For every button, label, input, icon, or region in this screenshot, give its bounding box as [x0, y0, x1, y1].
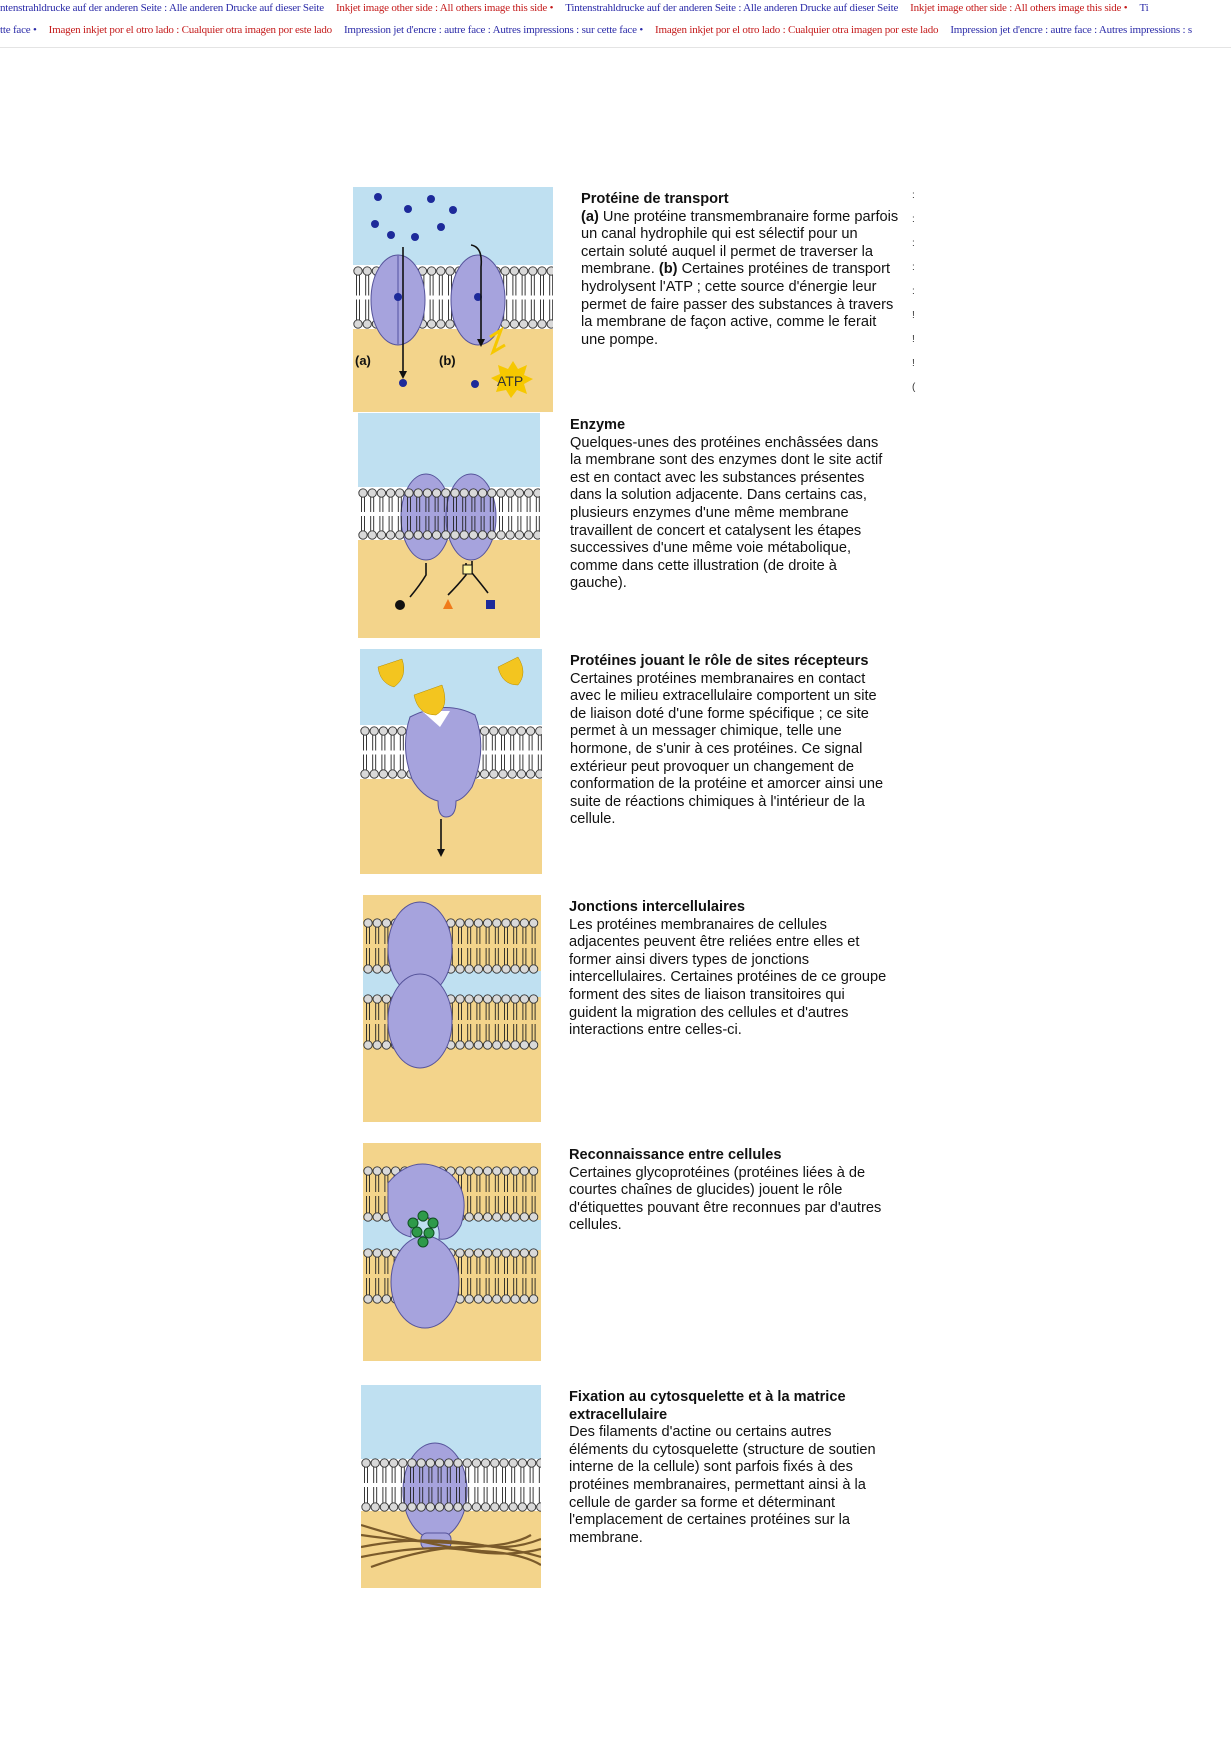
phospholipid-head — [515, 489, 523, 497]
phospholipid-head — [465, 965, 473, 973]
phospholipid-head — [364, 965, 372, 973]
phospholipid-head — [499, 727, 507, 735]
phospholipid-head — [508, 727, 516, 735]
phospholipid-head — [399, 1503, 407, 1511]
phospholipid-head — [520, 1295, 528, 1303]
phospholipid-head — [382, 1041, 390, 1049]
edge-mark: ! — [912, 334, 915, 345]
phospholipid-head — [388, 770, 396, 778]
phospholipid-head — [488, 489, 496, 497]
phospholipid-head — [529, 320, 537, 328]
phospholipid-head — [536, 770, 542, 778]
phospholipid-head — [435, 1459, 443, 1467]
phospholipid-head — [518, 1503, 526, 1511]
phospholipid-head — [483, 1295, 491, 1303]
panel-recognition — [363, 1143, 889, 1361]
phospholipid-head — [529, 965, 537, 973]
phospholipid-head — [379, 727, 387, 735]
phospholipid-head — [380, 1503, 388, 1511]
phospholipid-head — [405, 531, 413, 539]
phospholipid-head — [509, 1503, 517, 1511]
phospholipid-head — [520, 995, 528, 1003]
receptor-figure — [360, 649, 542, 874]
phospholipid-head — [480, 727, 488, 735]
intercellular-space — [363, 971, 541, 997]
phospholipid-head — [529, 1213, 537, 1221]
edge-mark: ! — [912, 310, 915, 321]
printer-text-segment: ntenstrahldrucke auf der anderen Seite : Alle anderen Drucke auf dieser Seite — [0, 2, 324, 14]
phospholipid-head — [510, 267, 518, 275]
phospholipid-head — [524, 531, 532, 539]
phospholipid-head — [371, 1459, 379, 1467]
phospholipid-head — [493, 995, 501, 1003]
phospholipid-head — [361, 770, 369, 778]
phospholipid-head — [511, 1167, 519, 1175]
printer-text-segment: Tintenstrahldrucke auf der anderen Seite : Alle anderen Drucke auf dieser Seite — [565, 2, 899, 14]
phospholipid-head — [538, 267, 546, 275]
phospholipid-head — [527, 1503, 535, 1511]
transport-figure — [353, 187, 553, 412]
panel-anchor — [361, 1385, 889, 1588]
caption-recognition — [569, 1147, 889, 1235]
phospholipid-head — [511, 919, 519, 927]
phospholipid-head — [480, 770, 488, 778]
phospholipid-head — [396, 531, 404, 539]
phospholipid-head — [364, 1213, 372, 1221]
phospholipid-head — [536, 727, 542, 735]
enzyme-figure — [358, 413, 540, 638]
phospholipid-head — [500, 1503, 508, 1511]
phospholipid-head — [502, 1213, 510, 1221]
phospholipid-head — [511, 965, 519, 973]
caption-body — [570, 671, 883, 828]
phospholipid-head — [472, 1459, 480, 1467]
phospholipid-head — [465, 1295, 473, 1303]
phospholipid-head — [483, 1167, 491, 1175]
phospholipid-head — [491, 1459, 499, 1467]
glycoprotein-bottom — [391, 1236, 459, 1328]
phospholipid-head — [426, 1503, 434, 1511]
extracellular-area — [361, 1385, 541, 1459]
phospholipid-head — [493, 1213, 501, 1221]
phospholipid-head — [363, 267, 371, 275]
phospholipid-head — [396, 489, 404, 497]
recognition-figure — [363, 1143, 541, 1361]
phospholipid-head — [474, 965, 482, 973]
phospholipid-head — [364, 1041, 372, 1049]
phospholipid-head — [451, 531, 459, 539]
phospholipid-head — [373, 1213, 381, 1221]
phospholipid-head — [491, 1503, 499, 1511]
phospholipid-head — [456, 995, 464, 1003]
phospholipid-head — [432, 531, 440, 539]
printer-text-segment: Imagen inkjet por el otro lado : Cualquier otra imagen por este lado — [48, 24, 332, 36]
phospholipid-head — [426, 1459, 434, 1467]
caption-transport — [581, 191, 901, 349]
phospholipid-head — [389, 1503, 397, 1511]
phospholipid-head — [451, 489, 459, 497]
phospholipid-head — [493, 1167, 501, 1175]
phospholipid-head — [427, 267, 435, 275]
phospholipid-head — [442, 489, 450, 497]
caption-part-text: Certaines protéines de transport hydrolysent l'ATP ; cette source d'énergie leur permet de faire passer des substances à travers la membrane de façon active, comme le ferait une pompe. — [581, 261, 894, 348]
phospholipid-head — [414, 489, 422, 497]
phospholipid-head — [445, 1503, 453, 1511]
phospholipid-head — [520, 1213, 528, 1221]
phospholipid-head — [465, 1213, 473, 1221]
phospholipid-head — [519, 267, 527, 275]
printer-line-bottom — [0, 24, 1231, 36]
phospholipid-head — [511, 1041, 519, 1049]
phospholipid-head — [529, 919, 537, 927]
phospholipid-head — [370, 727, 378, 735]
phospholipid-head — [502, 1041, 510, 1049]
phospholipid-head — [506, 489, 514, 497]
phospholipid-head — [354, 320, 362, 328]
phospholipid-head — [363, 320, 371, 328]
phospholipid-head — [386, 489, 394, 497]
phospholipid-head — [354, 267, 362, 275]
caption-part-label: (a) — [581, 208, 599, 225]
phospholipid-head — [526, 727, 534, 735]
phospholipid-head — [517, 770, 525, 778]
phospholipid-head — [529, 1041, 537, 1049]
phospholipid-head — [371, 1503, 379, 1511]
phospholipid-head — [537, 1459, 541, 1467]
phospholipid-head — [483, 1249, 491, 1257]
phospholipid-head — [456, 919, 464, 927]
phospholipid-head — [364, 919, 372, 927]
phospholipid-head — [469, 531, 477, 539]
phospholipid-head — [502, 1295, 510, 1303]
phospholipid-head — [497, 489, 505, 497]
phospholipid-head — [483, 965, 491, 973]
phospholipid-head — [388, 727, 396, 735]
phospholipid-head — [520, 919, 528, 927]
phospholipid-head — [469, 489, 477, 497]
edge-mark: : — [912, 190, 915, 201]
printer-text-segment: Inkjet image other side : All others image this side • — [335, 2, 554, 14]
phospholipid-head — [529, 1167, 537, 1175]
phospholipid-head — [442, 531, 450, 539]
phospholipid-head — [389, 1459, 397, 1467]
phospholipid-head — [380, 1459, 388, 1467]
phospholipid-head — [490, 727, 498, 735]
printer-line-top — [0, 2, 1231, 14]
panel-receptor — [360, 649, 890, 874]
phospholipid-head — [502, 1249, 510, 1257]
phospholipid-head — [364, 1249, 372, 1257]
phospholipid-head — [493, 1249, 501, 1257]
phospholipid-head — [502, 995, 510, 1003]
caption-part-text: Les protéines membranaires de cellules adjacentes peuvent être reliées entre elles et former ainsi divers types de jonctions intercellulaires. Certaines protéines de ce groupe forment des sites de liaison transitoires qui guident la migration des cellules et d'autres interactions entre celles-ci. — [569, 916, 887, 1039]
phospholipid-head — [474, 1295, 482, 1303]
phospholipid-head — [398, 770, 406, 778]
printer-text-segment: Ti — [1139, 2, 1149, 14]
phospholipid-head — [483, 1041, 491, 1049]
caption-title: Reconnaissance entre cellules — [569, 1147, 782, 1163]
phospholipid-head — [499, 770, 507, 778]
phospholipid-head — [474, 1167, 482, 1175]
phospholipid-head — [538, 320, 546, 328]
phospholipid-head — [502, 1167, 510, 1175]
anchor-figure — [361, 1385, 541, 1588]
phospholipid-head — [465, 1041, 473, 1049]
edge-mark: ! — [912, 358, 915, 369]
phospholipid-head — [446, 320, 454, 328]
phospholipid-head — [445, 1459, 453, 1467]
phospholipid-head — [463, 1503, 471, 1511]
caption-body — [569, 1424, 876, 1546]
phospholipid-head — [493, 1295, 501, 1303]
phospholipid-head — [501, 267, 509, 275]
printer-text-segment: Impression jet d'encre : autre face : Autres impressions : s — [950, 24, 1193, 36]
phospholipid-head — [524, 489, 532, 497]
phospholipid-head — [518, 1459, 526, 1467]
phospholipid-head — [517, 727, 525, 735]
phospholipid-head — [460, 489, 468, 497]
phospholipid-head — [373, 1167, 381, 1175]
phospholipid-head — [472, 1503, 480, 1511]
phospholipid-head — [423, 531, 431, 539]
phospholipid-head — [373, 1249, 381, 1257]
phospholipid-head — [508, 770, 516, 778]
edge-mark: : — [912, 262, 915, 273]
extracellular-area — [358, 413, 540, 487]
caption-title: Jonctions intercellulaires — [569, 899, 745, 915]
phospholipid-head — [432, 489, 440, 497]
phospholipid-head — [377, 489, 385, 497]
phospholipid-head — [435, 1503, 443, 1511]
phospholipid-head — [547, 267, 553, 275]
phospholipid-head — [370, 770, 378, 778]
label-a: (a) — [355, 353, 371, 368]
edge-mark: : — [912, 286, 915, 297]
phospholipid-head — [511, 995, 519, 1003]
phospholipid-head — [502, 919, 510, 927]
phospholipid-head — [510, 320, 518, 328]
caption-title: Fixation au cytosquelette et à la matrice extracellulaire — [569, 1389, 846, 1423]
caption-junction — [569, 899, 889, 1040]
phospholipid-head — [456, 965, 464, 973]
phospholipid-head — [515, 531, 523, 539]
phospholipid-head — [382, 965, 390, 973]
phospholipid-head — [529, 1249, 537, 1257]
phospholipid-head — [497, 531, 505, 539]
phospholipid-head — [463, 1459, 471, 1467]
phospholipid-head — [520, 1167, 528, 1175]
phospholipid-head — [382, 1249, 390, 1257]
phospholipid-head — [364, 1295, 372, 1303]
phospholipid-head — [362, 1459, 370, 1467]
phospholipid-head — [534, 489, 540, 497]
phospholipid-head — [478, 531, 486, 539]
phospholipid-head — [474, 1249, 482, 1257]
phospholipid-head — [417, 1503, 425, 1511]
phospholipid-head — [398, 727, 406, 735]
phospholipid-head — [373, 1295, 381, 1303]
phospholipid-head — [506, 531, 514, 539]
phospholipid-head — [368, 531, 376, 539]
caption-body — [569, 1165, 881, 1234]
phospholipid-head — [417, 1459, 425, 1467]
phospholipid-head — [493, 965, 501, 973]
phospholipid-head — [527, 1459, 535, 1467]
phospholipid-head — [408, 1459, 416, 1467]
phospholipid-head — [474, 919, 482, 927]
phospholipid-head — [493, 919, 501, 927]
phospholipid-head — [423, 489, 431, 497]
caption-part-label: (b) — [658, 261, 678, 278]
phospholipid-head — [481, 1459, 489, 1467]
printer-text-segment: tte face • — [0, 24, 37, 36]
phospholipid-head — [364, 995, 372, 1003]
panel-enzyme — [358, 413, 890, 638]
phospholipid-head — [437, 320, 445, 328]
phospholipid-head — [359, 531, 367, 539]
phospholipid-head — [377, 531, 385, 539]
caption-anchor — [569, 1389, 889, 1547]
panel-transport — [353, 187, 901, 412]
anchor-protein — [403, 1443, 467, 1539]
phospholipid-head — [483, 995, 491, 1003]
phospholipid-head — [511, 1249, 519, 1257]
atp-label: ATP — [497, 373, 524, 389]
phospholipid-head — [474, 1041, 482, 1049]
phospholipid-head — [454, 1503, 462, 1511]
phospholipid-head — [382, 995, 390, 1003]
edge-mark: ( — [912, 382, 916, 393]
printer-text-segment: Impression jet d'encre : autre face : Autres impressions : sur cette face • — [343, 24, 643, 36]
phospholipid-head — [488, 531, 496, 539]
phospholipid-head — [456, 1249, 464, 1257]
phospholipid-head — [511, 1295, 519, 1303]
phospholipid-head — [529, 267, 537, 275]
phospholipid-head — [509, 1459, 517, 1467]
phospholipid-head — [519, 320, 527, 328]
caption-title: Enzyme — [570, 417, 626, 433]
strip-divider — [0, 47, 1231, 48]
phospholipid-head — [437, 267, 445, 275]
phospholipid-head — [511, 1213, 519, 1221]
phospholipid-head — [368, 489, 376, 497]
caption-title: Protéines jouant le rôle de sites récepteurs — [570, 653, 869, 669]
phospholipid-head — [362, 1503, 370, 1511]
phospholipid-head — [446, 267, 454, 275]
panel-junction — [363, 895, 889, 1122]
phospholipid-head — [454, 1459, 462, 1467]
phospholipid-head — [474, 1213, 482, 1221]
phospholipid-head — [529, 1295, 537, 1303]
phospholipid-head — [359, 489, 367, 497]
caption-part-text: Certaines glycoprotéines (protéines liées à de courtes chaînes de glucides) jouent le rôle d'étiquettes pouvant être reconnues par d'autres cellules. — [569, 1164, 882, 1234]
caption-receptor — [570, 653, 890, 829]
phospholipid-head — [373, 919, 381, 927]
printer-text-segment: Inkjet image other side : All others image this side • — [910, 2, 1128, 14]
extracellular-area — [353, 187, 553, 265]
junction-protein-bottom — [388, 974, 452, 1068]
caption-title: Protéine de transport — [581, 191, 729, 207]
phospholipid-head — [382, 1295, 390, 1303]
phospholipid-head — [465, 995, 473, 1003]
phospholipid-head — [414, 531, 422, 539]
caption-part-text: Quelques-unes des protéines enchâssées dans la membrane sont des enzymes dont le site actif est en contact avec les substances présentes dans la solution adjacente. Dans certains cas, plusieurs enzymes d'une même membrane travaillent de concert et catalysent les étapes successives d'une même voie métabolique, comme dans cette illustration (de droite à gauche). — [570, 434, 883, 592]
phospholipid-head — [534, 531, 540, 539]
substrate-molecule — [486, 600, 495, 609]
phospholipid-head — [520, 1249, 528, 1257]
edge-mark: : — [912, 214, 915, 225]
phospholipid-head — [537, 1503, 541, 1511]
phospholipid-head — [502, 965, 510, 973]
phospholipid-head — [547, 320, 553, 328]
phospholipid-head — [364, 1167, 372, 1175]
phospholipid-head — [373, 965, 381, 973]
caption-enzyme — [570, 417, 890, 593]
phospholipid-head — [405, 489, 413, 497]
phospholipid-head — [483, 919, 491, 927]
caption-body — [570, 435, 882, 592]
phospholipid-head — [456, 1041, 464, 1049]
phospholipid-head — [460, 531, 468, 539]
phospholipid-head — [526, 770, 534, 778]
phospholipid-head — [373, 1041, 381, 1049]
phospholipid-head — [379, 770, 387, 778]
phospholipid-head — [520, 965, 528, 973]
phospholipid-head — [408, 1503, 416, 1511]
phospholipid-head — [465, 919, 473, 927]
phospholipid-head — [529, 995, 537, 1003]
caption-body — [581, 209, 898, 348]
caption-part-text: Des filaments d'actine ou certains autres éléments du cytosquelette (structure de soutien interne de la cellule) sont parfois fixés à des protéines membranaires, permettant ainsi à la cellule de garder sa forme et déterminant l'emplacement de certaines protéines sur la membrane. — [569, 1424, 876, 1546]
phospholipid-head — [373, 995, 381, 1003]
cytoplasm-area — [358, 540, 540, 638]
printer-text-segment: Imagen inkjet por el otro lado : Cualquier otra imagen por este lado — [655, 24, 939, 36]
phospholipid-head — [361, 727, 369, 735]
phospholipid-head — [478, 489, 486, 497]
caption-body — [569, 917, 886, 1039]
phospholipid-head — [456, 1167, 464, 1175]
phospholipid-head — [481, 1503, 489, 1511]
label-b: (b) — [439, 353, 456, 368]
phospholipid-head — [465, 1249, 473, 1257]
phospholipid-head — [493, 1041, 501, 1049]
phospholipid-head — [474, 995, 482, 1003]
phospholipid-head — [465, 1167, 473, 1175]
caption-part-text: Une protéine transmembranaire forme parfois un canal hydrophile qui est sélectif pour un certain soluté auquel il permet de traverser la membrane. — [581, 208, 899, 278]
caption-part-text: Certaines protéines membranaires en contact avec le milieu extracellulaire comportent un site de liaison doté d'une forme spécifique ; ce site permet à un messager chimique, telle une hormone, de s'unir à ces protéines. Ce signal extérieur peut provoquer un changement de conformation de la protéine et amorcer ainsi une suite de réactions chimiques à l'intérieur de la cellule. — [570, 670, 884, 828]
phospholipid-head — [382, 919, 390, 927]
product-molecule — [395, 600, 405, 610]
phospholipid-head — [483, 1213, 491, 1221]
phospholipid-head — [386, 531, 394, 539]
phospholipid-head — [520, 1041, 528, 1049]
phospholipid-head — [427, 320, 435, 328]
phospholipid-head — [490, 770, 498, 778]
phospholipid-head — [382, 1167, 390, 1175]
junction-figure — [363, 895, 541, 1122]
edge-mark: : — [912, 238, 915, 249]
phospholipid-head — [500, 1459, 508, 1467]
phospholipid-head — [399, 1459, 407, 1467]
